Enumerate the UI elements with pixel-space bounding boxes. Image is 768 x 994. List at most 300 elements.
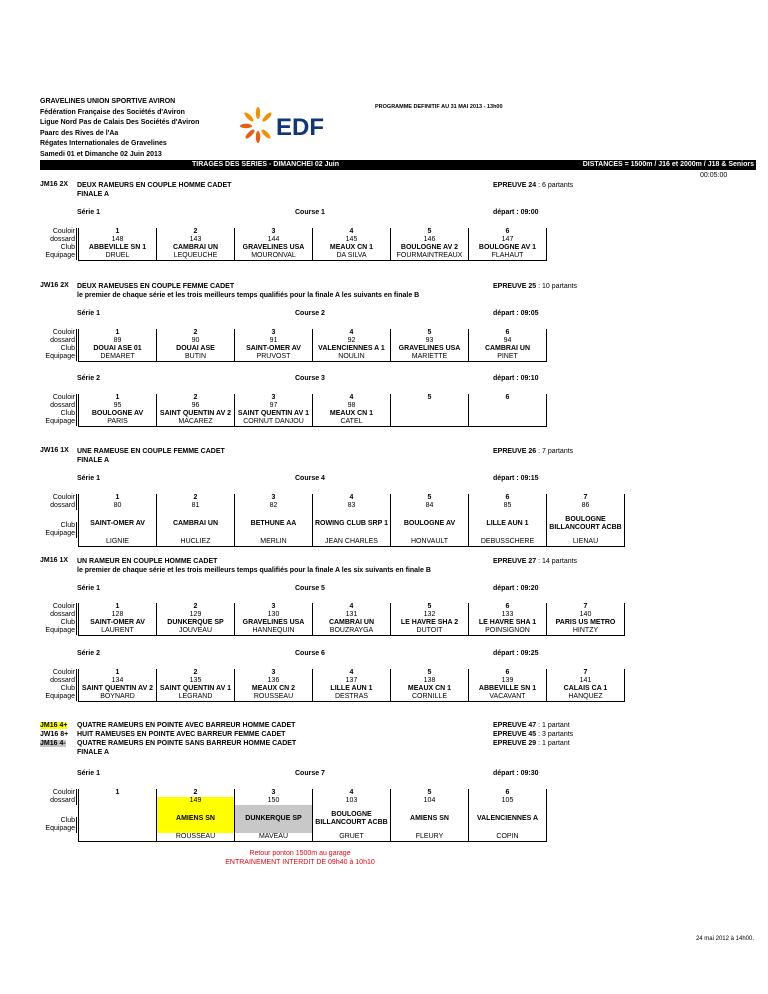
dossard: 105: [469, 797, 547, 805]
lane-number: 6: [469, 228, 547, 236]
course-label: Course 3: [295, 375, 325, 382]
edf-logo: [236, 105, 356, 145]
epreuve-list: [493, 721, 573, 748]
label-club: Club: [60, 244, 75, 251]
partants: : 10 partants: [538, 283, 578, 290]
crew: VACAVANT: [469, 693, 547, 702]
label-dossard: dossard: [50, 502, 75, 509]
crew: POINSIGNON: [469, 627, 547, 636]
serie-label: Série 1: [77, 585, 100, 592]
course-label: Course 2: [295, 310, 325, 317]
event-category: JM16 4-: [40, 740, 66, 747]
crew: GRUET: [313, 833, 391, 842]
dossard: 132: [391, 611, 469, 619]
dossard: 146: [391, 236, 469, 244]
club: DUNKERQUE SP: [235, 805, 313, 833]
epreuve-number: EPREUVE 45: [493, 731, 537, 738]
event-category: JM16 2X: [40, 181, 69, 188]
crew: BOYNARD: [79, 693, 157, 702]
club: GRAVELINES USA: [235, 244, 313, 252]
crew: PINET: [469, 353, 547, 362]
lane-number: 2: [157, 603, 235, 611]
notice-line: ENTRAINEMENT INTERDIT DE 09h40 à 10h10: [225, 859, 375, 866]
crew: LEQUEUCHE: [157, 252, 235, 261]
club: CAMBRAI UN: [157, 510, 235, 538]
crew: HINTZY: [547, 627, 625, 636]
crew: DA SILVA: [313, 252, 391, 261]
course-table: [78, 329, 547, 362]
crew: MACAREZ: [157, 418, 235, 427]
lane-number: 2: [157, 669, 235, 677]
club: SAINT QUENTIN AV 1: [157, 685, 235, 693]
club: ABBEVILLE SN 1: [469, 685, 547, 693]
dossard: 130: [235, 611, 313, 619]
club: LILLE AUN 1: [313, 685, 391, 693]
event-title: [77, 557, 431, 575]
crew: HUCLIEZ: [157, 538, 235, 547]
lane-number: 1: [79, 329, 157, 337]
crew: JOUVEAU: [157, 627, 235, 636]
course-label: Course 5: [295, 585, 325, 592]
dossard-row: [79, 236, 547, 244]
club: BOULOGNE BILLANCOURT ACBB: [547, 510, 625, 538]
bar-distances: DISTANCES = 1500m / J16 et 2000m / J18 & Seniors: [582, 161, 754, 168]
dossard: 95: [79, 402, 157, 410]
interval-time: 00:05:00: [700, 172, 728, 179]
lane-number: 1: [79, 494, 157, 502]
lane-number: 1: [79, 789, 157, 797]
crew: [391, 418, 469, 427]
lane-number: 2: [157, 228, 235, 236]
lane-number: 3: [235, 228, 313, 236]
club: LE HAVRE SHA 1: [469, 619, 547, 627]
epreuve: [493, 557, 577, 566]
serie-label: Série 1: [77, 209, 100, 216]
club: BOULOGNE BILLANCOURT ACBB: [313, 805, 391, 833]
organizer-header: [40, 97, 199, 160]
lane-number: 6: [469, 329, 547, 337]
lane-number: 4: [313, 789, 391, 797]
partants: : 14 partants: [538, 558, 578, 565]
event-title-line: le premier de chaque série et les trois meilleurs temps qualifiés pour la finale A les suivants en finale B: [77, 292, 420, 299]
label-couloir: Couloir: [52, 669, 75, 676]
dossard: 80: [79, 502, 157, 510]
label-club: Club: [60, 410, 75, 417]
club: SAINT QUENTIN AV 1: [235, 410, 313, 418]
notice: [200, 849, 400, 867]
crew: ROUSSEAU: [235, 693, 313, 702]
club: ROWING CLUB SRP 1: [313, 510, 391, 538]
club: BOULOGNE AV: [79, 410, 157, 418]
lane-number: 5: [391, 603, 469, 611]
dossard: 138: [391, 677, 469, 685]
serie-label: Série 2: [77, 375, 100, 382]
club: BOULOGNE AV 1: [469, 244, 547, 252]
crew: DESTRAS: [313, 693, 391, 702]
club: DUNKERQUE SP: [157, 619, 235, 627]
dossard: 97: [235, 402, 313, 410]
crew: [79, 833, 157, 842]
club: PARIS US METRO: [547, 619, 625, 627]
dossard: 135: [157, 677, 235, 685]
dossard: 84: [391, 502, 469, 510]
lane-number: 6: [469, 789, 547, 797]
crew: LIENAU: [547, 538, 625, 547]
event-title-line: QUATRE RAMEURS EN POINTE SANS BARREUR HOMME CADET: [77, 740, 297, 747]
dossard: 133: [469, 611, 547, 619]
club: [79, 805, 157, 833]
course-table: [78, 394, 547, 427]
depart-time: départ : 09:10: [493, 375, 539, 382]
club: BOULOGNE AV 2: [391, 244, 469, 252]
event-title: [77, 721, 296, 757]
header-line: GRAVELINES UNION SPORTIVE AVIRON: [40, 98, 176, 105]
event-title-line: UN RAMEUR EN COUPLE HOMME CADET: [77, 558, 218, 565]
lane-number: 1: [79, 603, 157, 611]
club: AMIENS SN: [391, 805, 469, 833]
dossard: 140: [547, 611, 625, 619]
event-title-line: DEUX RAMEUSES EN COUPLE FEMME CADET: [77, 283, 235, 290]
event-category: JM16 1X: [40, 557, 69, 564]
club: CAMBRAI UN: [157, 244, 235, 252]
lane-number: 5: [391, 494, 469, 502]
crew: PRUVOST: [235, 353, 313, 362]
crew: MAVEAU: [235, 833, 313, 842]
label-equipage: Equipage: [45, 693, 75, 700]
dossard: 147: [469, 236, 547, 244]
header-line: Ligue Nord Pas de Calais Des Sociétés d'Aviron: [40, 119, 200, 126]
depart-time: départ : 09:00: [493, 209, 539, 216]
event-title-line: HUIT RAMEUSES EN POINTE AVEC BARREUR FEMME CADET: [77, 731, 286, 738]
crew: JEAN CHARLES: [313, 538, 391, 547]
event-category: JW16 8+: [40, 731, 69, 738]
crew: FLEURY: [391, 833, 469, 842]
lane-number: 3: [235, 394, 313, 402]
dossard: 90: [157, 337, 235, 345]
depart-time: départ : 09:25: [493, 650, 539, 657]
event-title-line: UNE RAMEUSE EN COUPLE FEMME CADET: [77, 448, 225, 455]
dossard: 139: [469, 677, 547, 685]
lane-number: 3: [235, 789, 313, 797]
serie-label: Série 1: [77, 770, 100, 777]
depart-time: départ : 09:05: [493, 310, 539, 317]
crew: ROUSSEAU: [157, 833, 235, 842]
header-line: Régates Internationales de Gravelines: [40, 140, 167, 147]
club: CAMBRAI UN: [469, 345, 547, 353]
edf-logo-icon: [236, 105, 356, 145]
club: MEAUX CN 2: [235, 685, 313, 693]
course-table: [78, 228, 547, 261]
event-title: [77, 282, 419, 300]
label-couloir: Couloir: [52, 228, 75, 235]
crew-row: [79, 252, 547, 261]
label-equipage: Equipage: [45, 418, 75, 425]
crew: PARIS: [79, 418, 157, 427]
club: [391, 410, 469, 418]
lane-number: 4: [313, 228, 391, 236]
dossard: 134: [79, 677, 157, 685]
dossard: 96: [157, 402, 235, 410]
label-club: Club: [60, 619, 75, 626]
dossard: 145: [313, 236, 391, 244]
lane-number: 7: [547, 603, 625, 611]
dossard: 149: [157, 797, 235, 805]
label-club: Club: [60, 522, 75, 529]
epreuve-number: EPREUVE 47: [493, 722, 537, 729]
crew: HANQUEZ: [547, 693, 625, 702]
crew: LEGRAND: [157, 693, 235, 702]
dossard: [469, 402, 547, 410]
course-table: [78, 669, 625, 702]
crew: DEMARET: [79, 353, 157, 362]
label-dossard: dossard: [50, 797, 75, 804]
epreuve-number: EPREUVE 24: [493, 182, 537, 189]
label-dossard: dossard: [50, 402, 75, 409]
club: CALAIS CA 1: [547, 685, 625, 693]
label-dossard: dossard: [50, 337, 75, 344]
club: SAINT-OMER AV: [79, 619, 157, 627]
dossard: 128: [79, 611, 157, 619]
dossard: 98: [313, 402, 391, 410]
lane-number: 2: [157, 789, 235, 797]
event-title-line: FINALE A: [77, 191, 110, 198]
dossard: 89: [79, 337, 157, 345]
course-table: [78, 789, 547, 842]
dossard: 129: [157, 611, 235, 619]
dossard: 150: [235, 797, 313, 805]
crew: LIGNIE: [79, 538, 157, 547]
crew: NOULIN: [313, 353, 391, 362]
dossard: 83: [313, 502, 391, 510]
event-title: [77, 447, 225, 465]
lane-number: 3: [235, 669, 313, 677]
crew: CORNILLE: [391, 693, 469, 702]
lane-number: 3: [235, 603, 313, 611]
club: [469, 410, 547, 418]
club: SAINT QUENTIN AV 2: [157, 410, 235, 418]
event-title-line: QUATRE RAMEURS EN POINTE AVEC BARREUR HOMME CADET: [77, 722, 296, 729]
crew: HONVAULT: [391, 538, 469, 547]
event-category: JM16 4+: [40, 722, 68, 729]
course-table: [78, 494, 625, 547]
lane-number: 5: [391, 228, 469, 236]
crew: CORNUT DANJOU: [235, 418, 313, 427]
lane-number: 4: [313, 494, 391, 502]
epreuve: [493, 447, 573, 456]
dossard: 86: [547, 502, 625, 510]
label-equipage: Equipage: [45, 353, 75, 360]
epreuve: [493, 282, 577, 291]
label-dossard: dossard: [50, 677, 75, 684]
club: GRAVELINES USA: [235, 619, 313, 627]
label-equipage: Equipage: [45, 825, 75, 832]
course-table: [78, 603, 625, 636]
dossard: 92: [313, 337, 391, 345]
crew: BOUZRAYGA: [313, 627, 391, 636]
lane-number: 4: [313, 329, 391, 337]
club: BOULOGNE AV: [391, 510, 469, 538]
bar-title: TIRAGES DES SERIES - DIMANCHEI 02 Juin: [192, 161, 340, 168]
lane-number: 3: [235, 494, 313, 502]
lane-number: 2: [157, 494, 235, 502]
notice-line: Retour ponton 1500m au garage: [249, 850, 351, 857]
club: AMIENS SN: [157, 805, 235, 833]
lane-row: [79, 228, 547, 236]
label-couloir: Couloir: [52, 329, 75, 336]
club-row: [79, 244, 547, 252]
lane-number: 1: [79, 394, 157, 402]
dossard: 141: [547, 677, 625, 685]
depart-time: départ : 09:20: [493, 585, 539, 592]
course-label: Course 6: [295, 650, 325, 657]
club: VALENCIENNES A: [469, 805, 547, 833]
programme-label: PROGRAMME DEFINITIF AU 31 MAI 2013 - 13h00: [375, 104, 503, 110]
serie-label: Série 1: [77, 475, 100, 482]
dossard: 136: [235, 677, 313, 685]
event-title: [77, 181, 231, 199]
dossard: 143: [157, 236, 235, 244]
epreuve-number: EPREUVE 26: [493, 448, 537, 455]
club: DOUAI ASE: [157, 345, 235, 353]
dossard: 93: [391, 337, 469, 345]
lane-number: 6: [469, 669, 547, 677]
label-equipage: Equipage: [45, 252, 75, 259]
label-club: Club: [60, 817, 75, 824]
course-label: Course 4: [295, 475, 325, 482]
multi-event-categories: [40, 721, 68, 748]
epreuve-number: EPREUVE 29: [493, 740, 537, 747]
serie-label: Série 1: [77, 310, 100, 317]
club: VALENCIENNES A 1: [313, 345, 391, 353]
partants: : 1 partant: [538, 722, 570, 729]
club: SAINT-OMER AV: [235, 345, 313, 353]
crew: CATEL: [313, 418, 391, 427]
epreuve: [493, 181, 573, 190]
lane-number: 1: [79, 228, 157, 236]
lane-number: 5: [391, 329, 469, 337]
lane-number: 4: [313, 669, 391, 677]
club: ABBEVILLE SN 1: [79, 244, 157, 252]
label-club: Club: [60, 345, 75, 352]
lane-number: 2: [157, 329, 235, 337]
dossard: [79, 797, 157, 805]
depart-time: départ : 09:15: [493, 475, 539, 482]
lane-number: 1: [79, 669, 157, 677]
crew: FOURMAINTREAUX: [391, 252, 469, 261]
serie-label: Série 2: [77, 650, 100, 657]
crew: FLAHAUT: [469, 252, 547, 261]
club: GRAVELINES USA: [391, 345, 469, 353]
course-label: Course 1: [295, 209, 325, 216]
label-equipage: Equipage: [45, 530, 75, 537]
lane-number: 4: [313, 603, 391, 611]
dossard: 131: [313, 611, 391, 619]
course-label: Course 7: [295, 770, 325, 777]
lane-number: 3: [235, 329, 313, 337]
logo-text: EDF: [276, 114, 324, 141]
lane-number: 7: [547, 669, 625, 677]
lane-number: 5: [391, 669, 469, 677]
dossard: 103: [313, 797, 391, 805]
label-equipage: Equipage: [45, 627, 75, 634]
crew: MERLIN: [235, 538, 313, 547]
lane-number: 5: [391, 394, 469, 402]
crew: COPIN: [469, 833, 547, 842]
crew: LAURENT: [79, 627, 157, 636]
club: SAINT QUENTIN AV 2: [79, 685, 157, 693]
crew: DUTOIT: [391, 627, 469, 636]
dossard: 85: [469, 502, 547, 510]
event-title-line: FINALE A: [77, 457, 110, 464]
lane-number: 6: [469, 603, 547, 611]
dossard: 144: [235, 236, 313, 244]
lane-number: 2: [157, 394, 235, 402]
event-category: JW16 2X: [40, 282, 69, 289]
header-line: Fédération Française des Sociétés d'Aviron: [40, 108, 185, 116]
label-club: Club: [60, 685, 75, 692]
crew: DEBUSSCHERE: [469, 538, 547, 547]
partants: : 1 partant: [538, 740, 570, 747]
label-couloir: Couloir: [52, 494, 75, 501]
club: LE HAVRE SHA 2: [391, 619, 469, 627]
crew: MARIETTE: [391, 353, 469, 362]
epreuve-number: EPREUVE 25: [493, 283, 537, 290]
header-line: Samedi 01 et Dimanche 02 Juin 2013: [40, 150, 162, 158]
crew: DRUEL: [79, 252, 157, 261]
lane-number: 6: [469, 394, 547, 402]
dossard: 94: [469, 337, 547, 345]
crew: MOURONVAL: [235, 252, 313, 261]
header-line: Paarc des Rives de l'Aa: [40, 129, 119, 137]
label-couloir: Couloir: [52, 603, 75, 610]
club: BETHUNE AA: [235, 510, 313, 538]
dossard: 91: [235, 337, 313, 345]
event-title-line: DEUX RAMEURS EN COUPLE HOMME CADET: [77, 182, 232, 189]
label-couloir: Couloir: [52, 789, 75, 796]
club: DOUAI ASE 01: [79, 345, 157, 353]
dossard: 137: [313, 677, 391, 685]
dossard: 104: [391, 797, 469, 805]
label-couloir: Couloir: [52, 394, 75, 401]
lane-number: 7: [547, 494, 625, 502]
club: CAMBRAI UN: [313, 619, 391, 627]
label-dossard: dossard: [50, 236, 75, 243]
club: LILLE AUN 1: [469, 510, 547, 538]
depart-time: départ : 09:30: [493, 770, 539, 777]
club: MEAUX CN 1: [391, 685, 469, 693]
partants: : 6 partants: [538, 182, 574, 189]
epreuve-number: EPREUVE 27: [493, 558, 537, 565]
crew: HANNEQUIN: [235, 627, 313, 636]
dossard: 81: [157, 502, 235, 510]
dossard: [391, 402, 469, 410]
lane-number: 5: [391, 789, 469, 797]
club: MEAUX CN 1: [313, 244, 391, 252]
event-title-line: le premier de chaque série et les trois meilleurs temps qualifiés pour la finale A les six suivants en finale B: [77, 567, 431, 574]
lane-number: 4: [313, 394, 391, 402]
crew: [469, 418, 547, 427]
event-category: JW16 1X: [40, 447, 69, 454]
partants: : 7 partants: [538, 448, 574, 455]
lane-number: 6: [469, 494, 547, 502]
crew: BUTIN: [157, 353, 235, 362]
dossard: 82: [235, 502, 313, 510]
partants: : 3 partants: [538, 731, 574, 738]
series-bar: [40, 160, 756, 170]
dossard: 148: [79, 236, 157, 244]
label-dossard: dossard: [50, 611, 75, 618]
club: SAINT-OMER AV: [79, 510, 157, 538]
